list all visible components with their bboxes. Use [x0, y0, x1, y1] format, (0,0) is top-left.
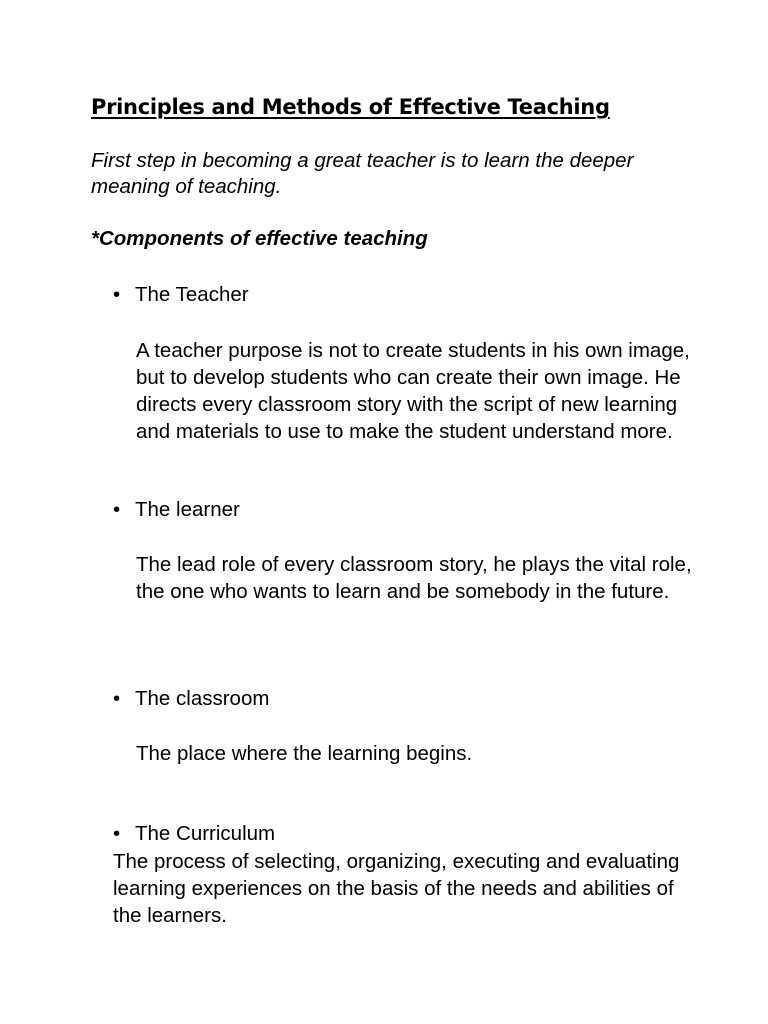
component-description-curriculum: The process of selecting, organizing, executing and evaluating learning experiences on the basis of the needs and abilities of the learners.: [113, 850, 680, 927]
component-label: The classroom: [135, 687, 270, 710]
component-label: The Curriculum: [135, 822, 276, 845]
component-label: The learner: [135, 498, 240, 521]
list-item-learner: [113, 497, 240, 523]
list-item-classroom: [113, 686, 269, 712]
section-heading: *Components of effective teaching: [91, 227, 428, 250]
component-description-teacher: A teacher purpose is not to create students in his own image, but to develop students who can create their own image. He directs every classroom story with the script of new learning and materials to use to make the student understand more.: [136, 339, 690, 443]
component-label: The Teacher: [135, 283, 249, 306]
list-item-curriculum: [113, 821, 275, 847]
bullet-icon: •: [113, 498, 121, 521]
list-item-teacher: [113, 282, 249, 308]
component-description-learner: The lead role of every classroom story, he plays the vital role, the one who wants to learn and be somebody in the future.: [136, 553, 692, 603]
bullet-icon: •: [113, 687, 121, 710]
bullet-icon: •: [113, 822, 121, 845]
document-title: Principles and Methods of Effective Teaching: [91, 95, 610, 119]
bullet-icon: •: [113, 283, 121, 306]
intro-paragraph: First step in becoming a great teacher is to learn the deeper meaning of teaching.: [91, 149, 634, 198]
component-description-classroom: The place where the learning begins.: [136, 742, 473, 765]
